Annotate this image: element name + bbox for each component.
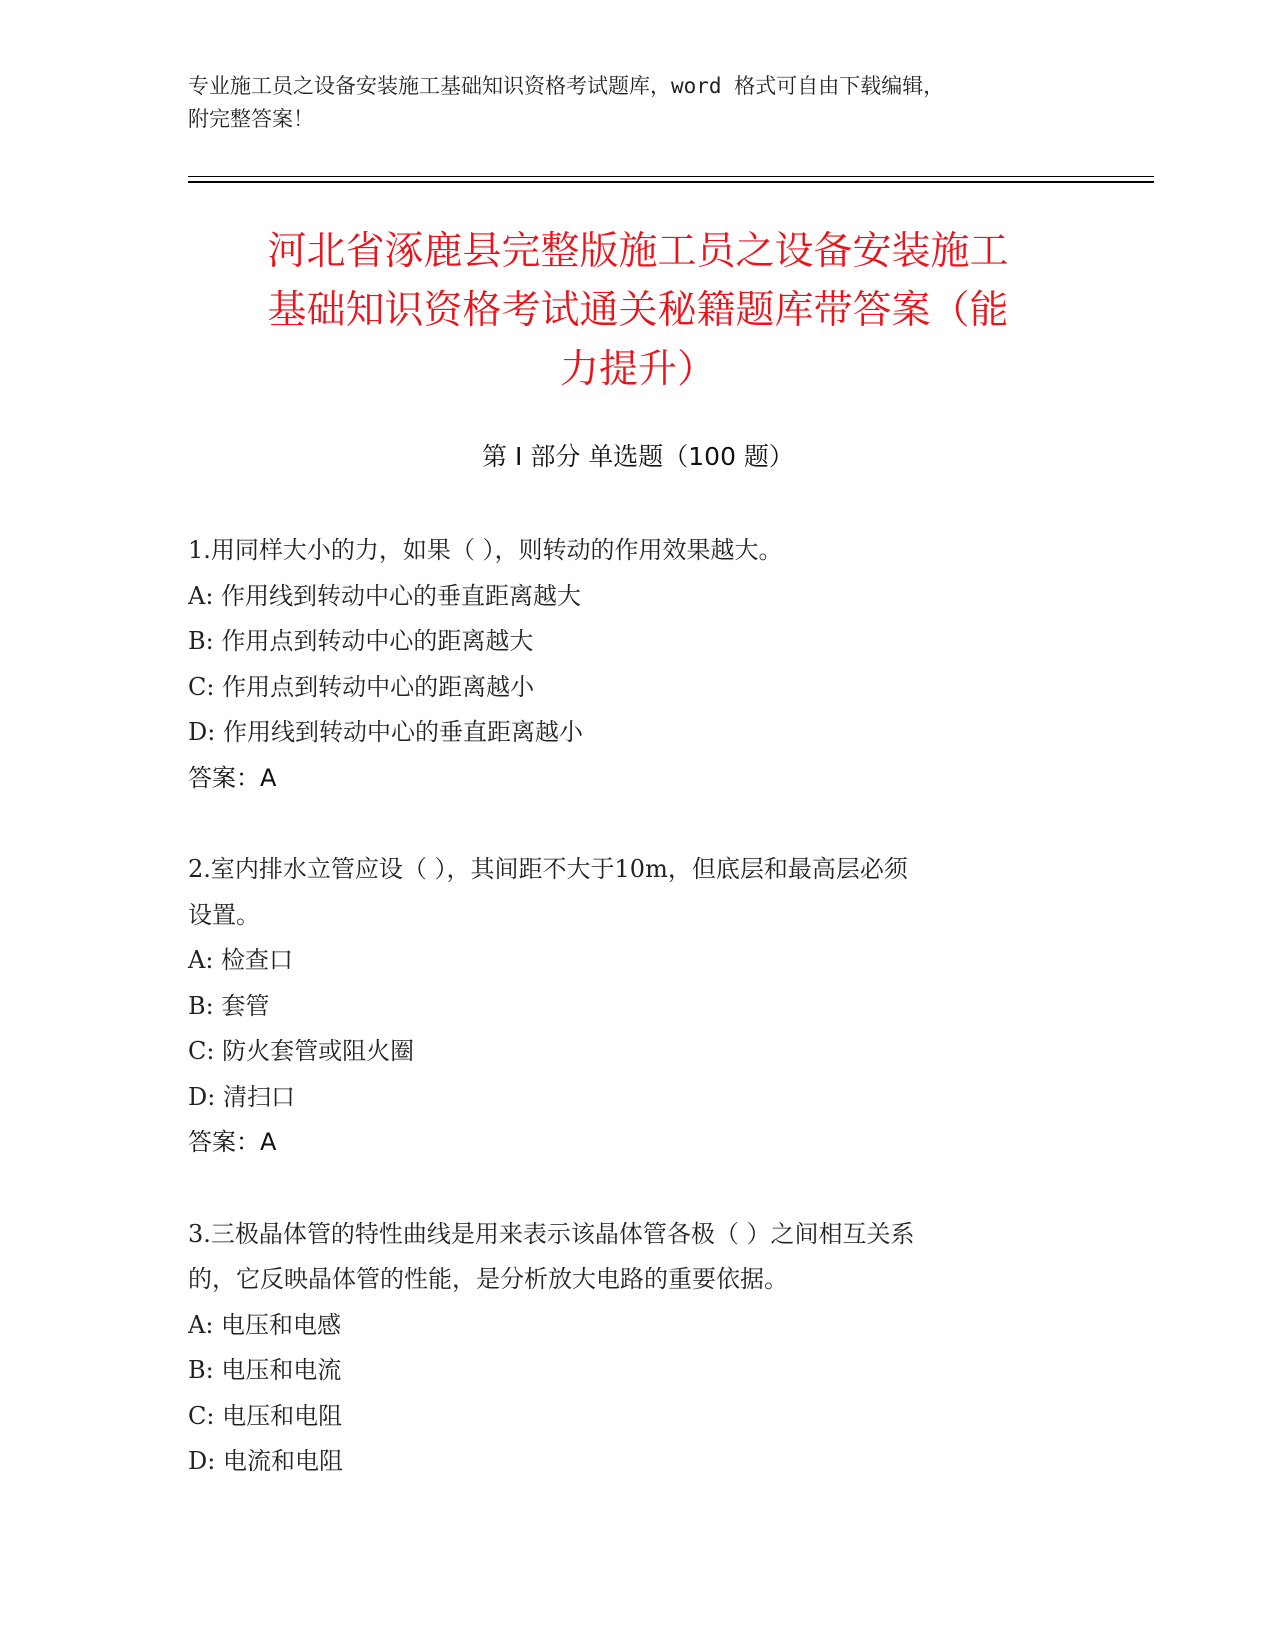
question-stem bbox=[188, 528, 1088, 574]
header-divider-thin bbox=[188, 176, 1154, 177]
question-stem-line: 设置。 bbox=[188, 900, 260, 929]
question-stem-line: 1.用同样大小的力，如果（ ），则转动的作用效果越大。 bbox=[188, 536, 783, 564]
answer-line: 答案：A bbox=[188, 763, 277, 792]
document-title bbox=[188, 222, 1088, 399]
question-item bbox=[188, 1212, 1088, 1485]
option-b: B: 套管 bbox=[188, 991, 270, 1020]
option-b: B: 电压和电流 bbox=[188, 1356, 342, 1384]
header-divider-thick bbox=[188, 181, 1154, 183]
option-d: D: 作用线到转动中心的垂直距离越小 bbox=[188, 718, 583, 746]
question-stem-line: 的，它反映晶体管的性能，是分析放大电路的重要依据。 bbox=[188, 1265, 788, 1293]
answer-line: 答案：A bbox=[188, 1128, 277, 1156]
document-title-line: 河北省涿鹿县完整版施工员之设备安装施工 bbox=[267, 229, 1009, 274]
document-title-line: 基础知识资格考试通关秘籍题库带答案（能 bbox=[267, 288, 1009, 333]
question-stem bbox=[188, 847, 1088, 938]
option-a: A: 电压和电感 bbox=[188, 1310, 342, 1339]
document-title-line: 力提升） bbox=[559, 347, 716, 392]
option-b: B: 作用点到转动中心的距离越大 bbox=[188, 627, 534, 655]
option-d: D: 清扫口 bbox=[188, 1082, 295, 1111]
option-c: C: 作用点到转动中心的距离越小 bbox=[188, 672, 535, 701]
question-stem bbox=[188, 1212, 1088, 1303]
option-d: D: 电流和电阻 bbox=[188, 1447, 343, 1475]
option-c: C: 防火套管或阻火圈 bbox=[188, 1037, 415, 1065]
header-note-line: 专业施工员之设备安装施工基础知识资格考试题库，word 格式可自由下载编辑， bbox=[188, 74, 945, 98]
question-list bbox=[188, 528, 1088, 1531]
option-a: A: 作用线到转动中心的垂直距离越大 bbox=[188, 581, 582, 610]
section-title: 第 I 部分 单选题（100 题） bbox=[482, 442, 794, 471]
question-item bbox=[188, 528, 1088, 801]
option-a: A: 检查口 bbox=[188, 946, 294, 974]
question-stem-line: 3.三极晶体管的特性曲线是用来表示该晶体管各极（ ）之间相互关系 bbox=[188, 1219, 915, 1248]
question-item bbox=[188, 847, 1088, 1166]
option-c: C: 电压和电阻 bbox=[188, 1401, 343, 1430]
header-note bbox=[188, 70, 1088, 136]
question-stem-line: 2.室内排水立管应设（ ），其间距不大于10m，但底层和最高层必须 bbox=[188, 855, 908, 883]
header-note-line: 附完整答案！ bbox=[188, 107, 314, 131]
